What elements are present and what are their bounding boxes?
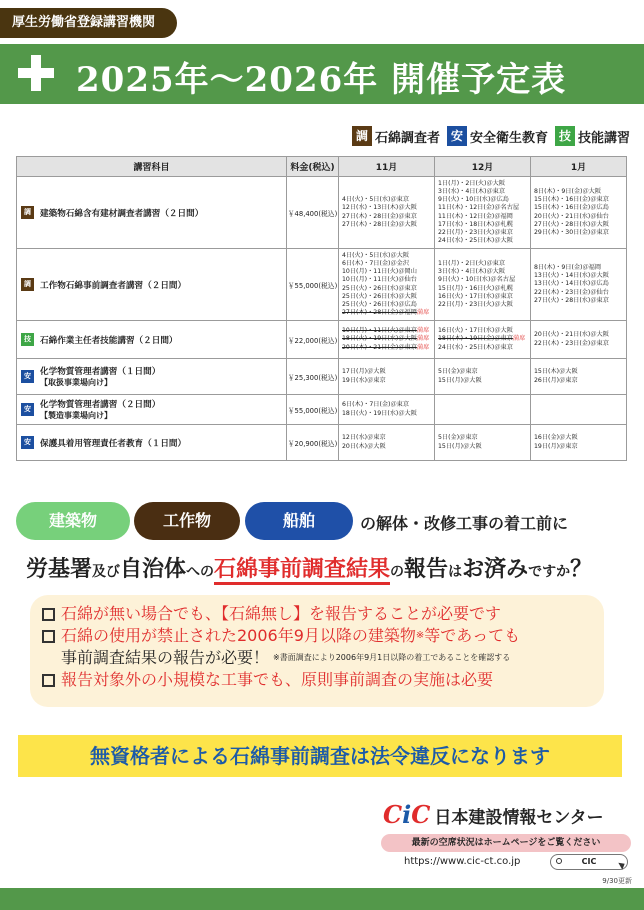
note-text: 報告対象外の小規模な工事でも、原則事前調査の実施は必要 (61, 670, 494, 689)
session-date-text: 1日(月)・2日(火)＠大阪 (438, 180, 506, 188)
session-date-text: 8日(木)・9日(金)＠大阪 (534, 188, 602, 196)
session-date-text: 6日(木)・7日(金)＠金沢 (342, 260, 410, 268)
category-mark-icon: 技 (21, 333, 34, 346)
session-date (438, 237, 527, 245)
session-date-text: 20日(木)・21日(金)＠東京 (342, 343, 417, 351)
course-fee: ￥55,000(税込) (287, 395, 339, 425)
session-date-text: 20日(火)・21日(水)＠仙台 (534, 212, 609, 220)
logo-letter: i (402, 800, 412, 829)
question-text: 及び (92, 564, 121, 580)
note-item (42, 669, 592, 691)
session-date-text: 19日(月)＠東京 (534, 442, 578, 450)
course-name: 【取扱事業場向け】 (40, 378, 112, 387)
session-date-text: 3日(水)・4日(木)＠大阪 (438, 268, 506, 276)
session-date-text: 25日(火)・26日(水)＠大阪 (342, 292, 417, 300)
date-cell-nov (339, 395, 435, 425)
question-text: は (448, 564, 463, 580)
course-name: 石綿作業主任者技能講習（２日間） (40, 335, 178, 346)
question-text: お済み (462, 557, 529, 582)
legend-item-survey (352, 126, 440, 146)
page-title: 2025年～2026年 開催予定表 (76, 60, 567, 100)
legend-item-skill (555, 126, 630, 146)
col-header-dec: 12月 (435, 157, 531, 177)
session-date (438, 335, 527, 343)
question-highlight: 石綿事前調査結果 (214, 557, 390, 585)
tags-suffix: の解体・改修工事の着工前に (360, 514, 569, 533)
survey-mark-icon: 調 (352, 126, 372, 146)
session-date-text: 27日(木)・28日(金)＠東京 (342, 212, 417, 220)
session-date-text: 27日(火)・28日(水)＠東京 (534, 296, 609, 304)
session-date (438, 276, 527, 284)
category-mark-icon: 安 (21, 403, 34, 416)
session-date-text: 25日(火)・26日(水)＠東京 (342, 284, 417, 292)
warning-banner: 無資格者による石綿事前調査は法令違反になります (18, 735, 622, 777)
session-date-text: 15日(木)・16日(金)＠東京 (534, 196, 609, 204)
session-date-text: 29日(木)・30日(金)＠東京 (534, 228, 609, 236)
table-header-row (17, 157, 627, 177)
promo-banner: 最新の空席状況はホームページをご覧ください (381, 834, 631, 852)
session-date (342, 368, 431, 376)
session-date (342, 410, 431, 418)
date-cell-jan (531, 321, 627, 359)
note-text: 石綿の使用が禁止された2006年9月以降の建築物 (61, 626, 416, 645)
session-date (534, 368, 623, 376)
website-link[interactable]: https://www.cic-ct.co.jp (404, 856, 521, 867)
note-text: 事前調査結果の報告が必要！ (61, 648, 270, 667)
question-text: 労基署 (26, 557, 93, 582)
session-date (534, 443, 623, 451)
date-cell-jan (531, 249, 627, 321)
col-header-course: 講習科目 (17, 157, 287, 177)
date-cell-nov (339, 177, 435, 249)
session-date (342, 401, 431, 409)
session-date (342, 301, 431, 309)
footer-band (0, 888, 644, 910)
requirements-notes (30, 595, 604, 707)
session-date-text: 15日(月)・16日(火)＠札幌 (438, 284, 513, 292)
session-date-text: 16日(火)・17日(水)＠東京 (438, 292, 513, 300)
report-question (26, 552, 592, 583)
session-date-text: 11日(木)・12日(金)＠名古屋 (438, 204, 520, 212)
course-name-cell (17, 321, 287, 359)
table-row (17, 359, 627, 395)
question-text: への (186, 564, 215, 580)
date-cell-nov (339, 425, 435, 461)
session-date-text: 5日(金)＠東京 (438, 434, 478, 442)
session-date (438, 229, 527, 237)
session-date-text: 27日(火)・28日(水)＠大阪 (534, 220, 609, 228)
structure-tags (16, 502, 636, 542)
table-row (17, 395, 627, 425)
session-date (438, 221, 527, 229)
col-header-fee: 料金(税込) (287, 157, 339, 177)
session-date-text: 15日(月)＠大阪 (438, 376, 482, 384)
date-cell-jan (531, 395, 627, 425)
session-date-text: 16日(火)・17日(水)＠大阪 (438, 327, 513, 335)
course-name-cell (17, 359, 287, 395)
session-date (534, 377, 623, 385)
session-date (342, 276, 431, 284)
session-date-text: 27日(木)・28日(金)＠福岡 (342, 308, 417, 316)
tag-building: 建築物 (16, 502, 130, 540)
full-badge: 満席 (416, 327, 430, 335)
session-date-text: 9日(火)・10日(水)＠名古屋 (438, 276, 516, 284)
checkbox-icon (42, 630, 55, 643)
search-box[interactable]: CIC (550, 854, 628, 870)
question-text: 報告 (404, 557, 449, 582)
full-badge: 満席 (416, 335, 430, 343)
session-date-text: 1日(月)・2日(火)＠東京 (438, 260, 506, 268)
question-text: ですか (528, 564, 571, 580)
category-mark-icon: 調 (21, 278, 34, 291)
session-date (342, 335, 431, 343)
question-text: の (390, 564, 405, 580)
course-name: 化学物質管理者講習（２日間） (40, 400, 161, 410)
session-date-text: 22日(木)・23日(金)＠東京 (534, 339, 609, 347)
col-header-jan: 1月 (531, 157, 627, 177)
session-date-text: 10日(月)・11日(火)＠仙台 (342, 276, 417, 284)
session-date (342, 221, 431, 229)
session-date-text: 22日(月)・23日(火)＠東京 (438, 228, 513, 236)
course-name: 建築物石綿含有建材調査者講習（２日間） (40, 208, 204, 219)
date-cell-dec (435, 425, 531, 461)
legend-label: 安全衛生教育 (469, 130, 548, 146)
date-cell-dec (435, 359, 531, 395)
top-bar (0, 0, 644, 44)
session-date (534, 204, 623, 212)
skill-mark-icon: 技 (555, 126, 575, 146)
session-date (342, 204, 431, 212)
session-date (534, 340, 623, 348)
session-date-text: 4日(火)・5日(水)＠東京 (342, 196, 410, 204)
course-fee: ￥25,300(税込) (287, 359, 339, 395)
session-date-text: 15日(木)＠大阪 (534, 368, 578, 376)
note-mark: ※ (415, 630, 425, 641)
course-name: 化学物質管理者講習（１日間） (40, 367, 161, 377)
col-header-nov: 11月 (339, 157, 435, 177)
date-cell-dec (435, 249, 531, 321)
session-date-text: 13日(火)・14日(水)＠大阪 (534, 272, 609, 280)
plus-cross-icon (16, 53, 56, 93)
session-date (534, 213, 623, 221)
table-row (17, 321, 627, 359)
tag-structure: 工作物 (134, 502, 240, 540)
question-text: 自治体 (120, 557, 187, 582)
course-fee: ￥48,400(税込) (287, 177, 339, 249)
session-date-text: 5日(金)＠東京 (438, 368, 478, 376)
course-name-cell (17, 395, 287, 425)
session-date-text: 12日(水)＠東京 (342, 434, 386, 442)
session-date (438, 443, 527, 451)
course-name-cell (17, 177, 287, 249)
schedule-table (16, 156, 627, 461)
note-item (42, 647, 592, 669)
session-date-text: 17日(水)・18日(木)＠札幌 (438, 220, 513, 228)
course-name: 工作物石綿事前調査者講習（２日間） (40, 280, 187, 291)
session-date-text: 10日(月)・11日(火)＠東京 (342, 327, 417, 335)
date-cell-jan (531, 425, 627, 461)
session-date-text: 22日(月)・23日(火)＠大阪 (438, 300, 513, 308)
category-mark-icon: 調 (21, 206, 34, 219)
category-mark-icon: 安 (21, 370, 34, 383)
session-date-text: 26日(月)＠東京 (534, 376, 578, 384)
legend-label: 技能講習 (577, 130, 630, 146)
session-date (342, 434, 431, 442)
session-date (534, 331, 623, 339)
session-date-text: 13日(火)・14日(水)＠広島 (534, 280, 609, 288)
date-cell-nov (339, 249, 435, 321)
session-date-text: 11日(木)・12日(金)＠福岡 (438, 212, 513, 220)
session-date (438, 285, 527, 293)
session-date (438, 180, 527, 188)
date-cell-dec (435, 321, 531, 359)
legend-item-safety (447, 126, 548, 146)
session-date (342, 293, 431, 301)
course-name-cell (17, 249, 287, 321)
org-badge: 厚生労働省登録講習機関 (0, 8, 177, 38)
session-date-text: 19日(水)＠東京 (342, 376, 386, 384)
session-date (438, 368, 527, 376)
category-legend (349, 126, 630, 146)
legend-label: 石綿調査者 (374, 130, 440, 146)
session-date (342, 285, 431, 293)
session-date-text: 4日(火)・5日(水)＠大阪 (342, 252, 410, 260)
note-item (42, 625, 592, 647)
full-badge: 満席 (512, 335, 526, 343)
session-date (534, 221, 623, 229)
session-date (342, 252, 431, 260)
date-cell-nov (339, 359, 435, 395)
session-date (534, 229, 623, 237)
date-cell-dec (435, 395, 531, 425)
session-date-text: 12日(水)・13日(木)＠大阪 (342, 204, 417, 212)
course-fee: ￥55,000(税込) (287, 249, 339, 321)
date-cell-jan (531, 177, 627, 249)
session-date-text: 24日(水)・25日(木)＠大阪 (438, 236, 513, 244)
company-name: 日本建設情報センター (434, 808, 604, 828)
session-date (438, 293, 527, 301)
session-date-text: 6日(木)・7日(金)＠東京 (342, 401, 410, 409)
session-date-text: 9日(火)・10日(水)＠広島 (438, 196, 509, 204)
course-fee: ￥20,900(税込) (287, 425, 339, 461)
session-date (438, 344, 527, 352)
session-date-text: 15日(月)＠大阪 (438, 442, 482, 450)
session-date-text: 15日(木)・16日(金)＠広島 (534, 204, 609, 212)
session-date-text: 17日(月)＠大阪 (342, 368, 386, 376)
note-footnote: ※書面調査により2006年9月1日以降の着工であることを確認する (273, 653, 511, 662)
course-fee: ￥22,000(税込) (287, 321, 339, 359)
session-date-text: 20日(木)＠大阪 (342, 442, 386, 450)
search-icon (556, 858, 562, 864)
course-name: 保護具着用管理責任者教育（１日間） (40, 438, 187, 449)
session-date (342, 344, 431, 352)
date-cell-nov (339, 321, 435, 359)
session-date-text: 27日(木)・28日(金)＠大阪 (342, 220, 417, 228)
session-date (342, 377, 431, 385)
session-date-text: 10日(月)・11日(火)＠岡山 (342, 268, 417, 276)
logo-letter: C (411, 800, 431, 829)
title-band (0, 44, 644, 104)
session-date (438, 434, 527, 442)
course-name-cell (17, 425, 287, 461)
session-date (438, 301, 527, 309)
session-date (438, 377, 527, 385)
note-text: 石綿が無い場合でも、【石綿無し】を報告することが必要です (61, 604, 502, 623)
checkbox-icon (42, 608, 55, 621)
full-badge: 満席 (416, 308, 430, 316)
company-logo (383, 800, 604, 832)
session-date-text: 8日(木)・9日(金)＠福岡 (534, 264, 602, 272)
note-text: 等であっても (424, 626, 521, 645)
session-date (438, 204, 527, 212)
session-date (534, 297, 623, 305)
session-date (534, 280, 623, 288)
category-mark-icon: 安 (21, 436, 34, 449)
session-date-text: 3日(水)・4日(木)＠東京 (438, 188, 506, 196)
question-text: ？ (570, 557, 593, 582)
course-name: 【製造事業場向け】 (40, 411, 112, 420)
session-date-text: 22日(木)・23日(金)＠仙台 (534, 288, 609, 296)
date-cell-dec (435, 177, 531, 249)
logo-letter: C (383, 800, 403, 829)
table-row (17, 425, 627, 461)
session-date (342, 309, 431, 317)
session-date-text: 18日(木)・19日(金)＠東京 (438, 335, 513, 343)
checkbox-icon (42, 674, 55, 687)
session-date-text: 24日(水)・25日(木)＠東京 (438, 343, 513, 351)
session-date (438, 213, 527, 221)
table-row (17, 177, 627, 249)
session-date-text: 16日(金)＠大阪 (534, 434, 578, 442)
session-date (342, 213, 431, 221)
full-badge: 満席 (416, 343, 430, 351)
date-cell-jan (531, 359, 627, 395)
note-item (42, 603, 592, 625)
table-row (17, 249, 627, 321)
session-date (342, 443, 431, 451)
session-date (534, 434, 623, 442)
safety-mark-icon: 安 (447, 126, 467, 146)
session-date-text: 25日(火)・26日(水)＠広島 (342, 300, 417, 308)
session-date-text: 18日(火)・19日(水)＠大阪 (342, 409, 417, 417)
session-date-text: 18日(火)・19日(水)＠大阪 (342, 335, 417, 343)
tag-ship: 船舶 (245, 502, 353, 540)
update-date: 9/30更新 (602, 877, 632, 885)
session-date (534, 289, 623, 297)
session-date-text: 20日(火)・21日(水)＠大阪 (534, 331, 609, 339)
